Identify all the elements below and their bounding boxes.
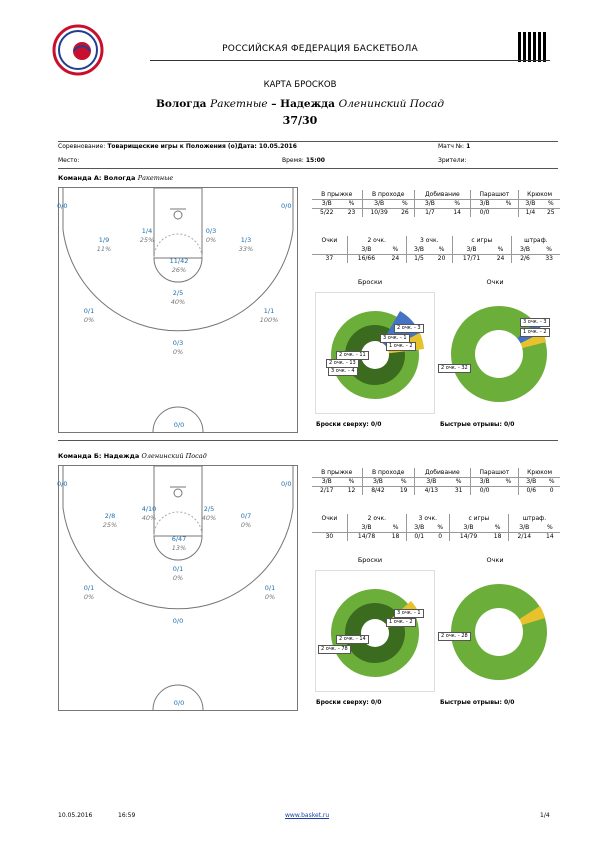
spectators: Зрители:: [438, 157, 467, 164]
zone-right-mid: 0/7 0%: [240, 512, 252, 529]
zone-top-key: 2/5 40%: [170, 289, 186, 306]
game-time: Время: 15:00: [282, 157, 325, 164]
team-b-shots-donut: 3 очк. - 1 1 очк. - 2 2 очк. - 14 2 очк. - 78: [315, 570, 435, 692]
team-b-points-table: Очки 2 очк. 3 очк. с игры штраф. З/В % З/В % З/В % З/В % 30 14/78 18 0/1 0 14/79 18 2/14 14: [312, 514, 560, 541]
match-number: Матч №: 1: [438, 143, 471, 150]
map-title: КАРТА БРОСКОВ: [263, 80, 337, 90]
team-b-points-label: Очки: [486, 556, 504, 564]
place: Место:: [58, 157, 80, 164]
zone-paint: 11/42 26%: [169, 257, 189, 274]
zone-corner-left: 0/0: [57, 480, 68, 488]
team-b-label: Команда Б: Надежда Оленинский Посад: [58, 452, 207, 460]
zone-left-paint: 4/10 40%: [141, 505, 157, 522]
zone-three-top: 0/0: [172, 617, 184, 625]
zone-right-paint: 0/3 0%: [205, 227, 217, 244]
zone-paint: 6/47 13%: [171, 535, 187, 552]
team-b-court: [58, 465, 298, 711]
team-a-label: Команда А: Вологда Ракетные: [58, 174, 174, 182]
zone-corner-left: 0/0: [57, 202, 68, 210]
zone-top-key: 0/1 0%: [172, 565, 184, 582]
zone-corner-right: 0/0: [281, 480, 292, 488]
zone-three-top: 0/3 0%: [172, 339, 184, 356]
team-a-points-donut: 2 очк. - 32 3 очк. - 3 1 очк. - 2: [440, 292, 558, 414]
zone-left-mid: 1/9 11%: [96, 236, 112, 253]
team-a-shot-types-table: В прыжке В проходе Добивание Парашют Крюком З/В % З/В % З/В % З/В % З/В % 5/22 23 10/39 26 1/7 14 0/0 1/4 25: [312, 190, 560, 217]
footer-date: 10.05.2016: [58, 812, 93, 819]
zone-backcourt: 0/0: [173, 421, 185, 429]
team-a-from-above: Броски сверху: 0/0: [316, 421, 382, 428]
zone-three-right: 0/1 0%: [264, 584, 276, 601]
team-divider: [58, 440, 558, 441]
zone-left-paint: 1/4 25%: [139, 227, 155, 244]
zone-corner-right: 0/0: [281, 202, 292, 210]
team-a-points-label: Очки: [486, 278, 504, 286]
footer-site-link[interactable]: www.basket.ru: [285, 812, 330, 819]
team-b-shot-types-table: В прыжке В проходе Добивание Парашют Крюком З/В % З/В % З/В % З/В % З/В % 2/17 12 8/42 19 4/13 31 0/0 0/6 0: [312, 468, 560, 495]
zone-left-mid: 2/8 25%: [102, 512, 118, 529]
team-a-shots-label: Броски: [357, 278, 383, 286]
zone-backcourt: 0/0: [173, 699, 185, 707]
footer-page-number: 1/4: [540, 812, 550, 819]
zone-three-left: 0/1 0%: [83, 307, 95, 324]
zone-right-paint: 2/5 40%: [201, 505, 217, 522]
zone-three-right: 1/1 100%: [259, 307, 279, 324]
team-a-court: [58, 187, 298, 433]
competition: Соревнование: Товарищеские игры к Положения (о)Дата: 10.05.2016: [58, 143, 297, 150]
header-divider: [150, 60, 550, 61]
team-a-fast-breaks: Быстрые отрывы: 0/0: [440, 421, 515, 428]
game-title: Вологда Ракетные – Надежда Оленинский Посад: [155, 98, 445, 110]
footer-time: 16:59: [118, 812, 136, 819]
info-divider-top: [58, 141, 558, 142]
team-b-points-donut: 2 очк. - 28: [440, 570, 558, 692]
federation-logo: [52, 24, 104, 76]
team-b-shots-label: Броски: [357, 556, 383, 564]
score: 37/30: [282, 114, 318, 127]
info-divider-bottom: [58, 168, 558, 169]
zone-right-mid: 1/3 33%: [238, 236, 254, 253]
team-b-from-above: Броски сверху: 0/0: [316, 699, 382, 706]
federation-title: РОССИЙСКАЯ ФЕДЕРАЦИЯ БАСКЕТБОЛА: [222, 44, 418, 54]
team-a-points-table: Очки 2 очк. 3 очк. с игры штраф. З/В % З/В % З/В % З/В % 37 16/66 24 1/5 20 17/71 24 2/6 33: [312, 236, 560, 263]
team-a-shots-donut: 2 очк. - 3 3 очк. - 1 1 очк. - 2 2 очк. - 13 3 очк. - 4 2 очк. - 11: [315, 292, 435, 414]
zone-three-left: 0/1 0%: [83, 584, 95, 601]
team-b-fast-breaks: Быстрые отрывы: 0/0: [440, 699, 515, 706]
qr-code: [518, 32, 548, 62]
